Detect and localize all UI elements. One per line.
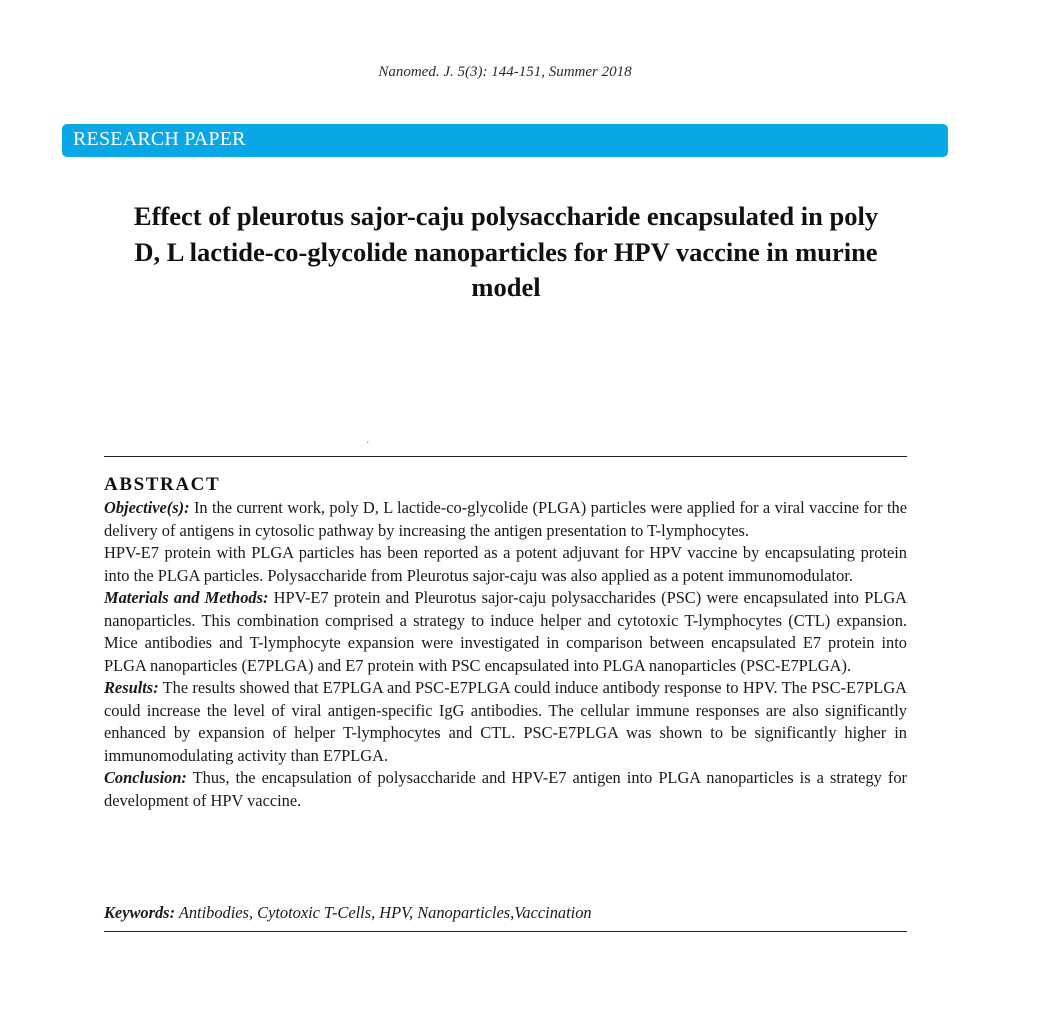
abstract-body	[104, 497, 907, 812]
abstract-paragraph: HPV-E7 protein with PLGA particles has been reported as a potent adjuvant for HPV vaccine by encapsulating protein into the PLGA particles. Polysaccharide from Pleurotus sajor-caju was also applied as a potent immunomodulator.	[104, 543, 907, 585]
abstract-heading: ABSTRACT	[104, 474, 221, 495]
abstract-results	[104, 677, 907, 767]
keywords-label: Keywords:	[104, 903, 176, 922]
keywords	[104, 902, 907, 924]
conclusion-label: Conclusion:	[104, 768, 187, 787]
conclusion-text: Thus, the encapsulation of polysaccharide and HPV-E7 antigen into PLGA nanoparticles is a strategy for development of HPV vaccine.	[104, 768, 907, 810]
keywords-values: Antibodies, Cytotoxic T-Cells, HPV, Nanoparticles,Vaccination	[175, 903, 592, 922]
journal-reference: Nanomed. J. 5(3): 144-151, Summer 2018	[378, 64, 632, 80]
article-type-banner	[62, 124, 948, 157]
methods-label: Materials and Methods:	[104, 588, 269, 607]
objective-label: Objective(s):	[104, 498, 190, 517]
paper-title-line: D, L lactide-co-glycolide nanoparticles for HPV vaccine in murine	[134, 236, 878, 267]
paper-title	[100, 199, 912, 306]
paper-title-line: model	[471, 272, 541, 302]
article-type-label: RESEARCH PAPER	[73, 128, 246, 150]
paper-title-line: Effect of pleurotus sajor-caju polysaccharide encapsulated in poly	[133, 201, 879, 231]
abstract-conclusion	[104, 767, 907, 812]
abstract-methods	[104, 587, 907, 677]
stray-mark: ´	[366, 441, 370, 452]
results-label: Results:	[104, 678, 159, 697]
methods-text: HPV-E7 protein and Pleurotus sajor-caju polysaccharides (PSC) were encapsulated into PLGA nanoparticles. This combination comprised a strategy to induce helper and cytotoxic T-lymphocytes (CTL) expansion. Mice antibodies and T-lymphocyte expansion were investigated in comparison between encapsulated E7 protein into PLGA nanoparticles (E7PLGA) and E7 protein with PSC encapsulated into PLGA nanoparticles (PSC-E7PLGA).	[104, 588, 907, 675]
abstract-bottom-rule	[104, 931, 907, 932]
results-text: The results showed that E7PLGA and PSC-E7PLGA could induce antibody response to HPV. The PSC-E7PLGA could increase the level of viral antigen-specific IgG antibodies. The cellular immune responses are also significantly enhanced by expansion of helper T-lymphocytes and CTL. PSC-E7PLGA was shown to be significantly higher in immunomodulating activity than E7PLGA.	[104, 678, 907, 765]
abstract-top-rule	[104, 456, 907, 457]
abstract-objective	[104, 497, 907, 542]
objective-text: In the current work, poly D, L lactide-co-glycolide (PLGA) particles were applied for a viral vaccine for the delivery of antigens in cytosolic pathway by increasing the antigen presentation to T-lymphocytes.	[104, 498, 907, 540]
